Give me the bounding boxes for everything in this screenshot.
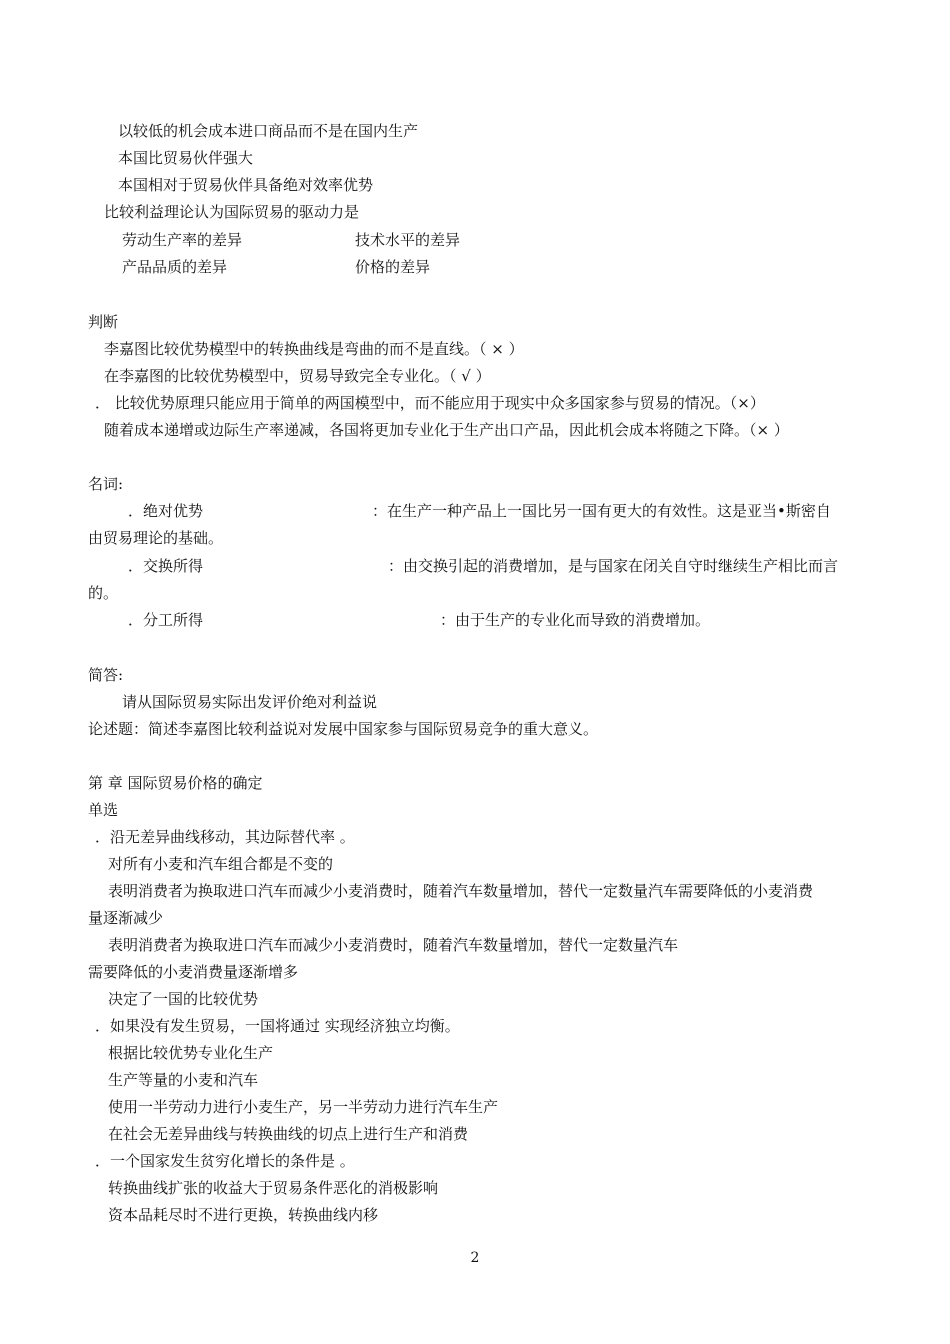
term-definition: ：由交换引起的消费增加，是与国家在闭关自守时继续生产相比而言 bbox=[388, 557, 839, 575]
option-line: 以较低的机会成本进口商品而不是在国内生产 bbox=[118, 122, 419, 140]
term-label: ．分工所得 bbox=[128, 611, 204, 629]
option-line: 需要降低的小麦消费量逐渐增多 bbox=[88, 963, 299, 981]
section-heading-single-choice: 单选 bbox=[88, 801, 119, 819]
option-line: 劳动生产率的差异 bbox=[122, 231, 243, 249]
section-heading-terms: 名词: bbox=[88, 475, 124, 493]
question-line: 随着成本递增或边际生产率递减，各国将更加专业化于生产出口产品，因此机会成本将随之下降。（× ） bbox=[104, 421, 789, 439]
term-definition: ：由于生产的专业化而导致的消费增加。 bbox=[440, 611, 711, 629]
question-line: 在李嘉图的比较优势模型中，贸易导致完全专业化。（ √ ） bbox=[104, 367, 491, 385]
option-line: 转换曲线扩张的收益大于贸易条件恶化的消极影响 bbox=[108, 1179, 439, 1197]
page-number: 2 bbox=[470, 1250, 480, 1266]
option-line: 表明消费者为换取进口汽车而减少小麦消费时，随着汽车数量增加，替代一定数量汽车需要降低的小麦消费 bbox=[108, 882, 814, 900]
option-line: 表明消费者为换取进口汽车而减少小麦消费时，随着汽车数量增加，替代一定数量汽车 bbox=[108, 936, 679, 954]
option-line: 使用一半劳动力进行小麦生产，另一半劳动力进行汽车生产 bbox=[108, 1098, 499, 1116]
option-line: 生产等量的小麦和汽车 bbox=[108, 1071, 259, 1089]
question-line: 比较利益理论认为国际贸易的驱动力是 bbox=[104, 203, 360, 221]
question-line: ．如果没有发生贸易，一国将通过 实现经济独立均衡。 bbox=[95, 1017, 460, 1035]
option-line: 根据比较优势专业化生产 bbox=[108, 1044, 274, 1062]
chapter-title: 第 章 国际贸易价格的确定 bbox=[88, 774, 263, 792]
option-line: 量逐渐减少 bbox=[88, 909, 164, 927]
option-line: 技术水平的差异 bbox=[355, 231, 461, 249]
essay-question: 论述题：简述李嘉图比较利益说对发展中国家参与国际贸易竞争的重大意义。 bbox=[88, 720, 599, 738]
term-label: ．绝对优势 bbox=[128, 502, 204, 520]
option-line: 对所有小麦和汽车组合都是不变的 bbox=[108, 855, 334, 873]
section-heading-judge: 判断 bbox=[88, 313, 119, 331]
option-line: 本国比贸易伙伴强大 bbox=[118, 149, 254, 167]
option-line: 价格的差异 bbox=[355, 258, 431, 276]
option-line: 产品品质的差异 bbox=[122, 258, 228, 276]
option-line: 在社会无差异曲线与转换曲线的切点上进行生产和消费 bbox=[108, 1125, 469, 1143]
term-definition: 的。 bbox=[88, 584, 119, 602]
section-heading-short-answer: 简答: bbox=[88, 666, 124, 684]
option-line: 本国相对于贸易伙伴具备绝对效率优势 bbox=[118, 176, 374, 194]
term-label: ．交换所得 bbox=[128, 557, 204, 575]
option-line: 资本品耗尽时不进行更换，转换曲线内移 bbox=[108, 1206, 379, 1224]
option-line: 决定了一国的比较优势 bbox=[108, 990, 259, 1008]
question-line: ． 比较优势原理只能应用于简单的两国模型中，而不能应用于现实中众多国家参与贸易的情况。（×） bbox=[95, 394, 765, 412]
question-line: 请从国际贸易实际出发评价绝对利益说 bbox=[122, 693, 378, 711]
term-definition: 由贸易理论的基础。 bbox=[88, 529, 224, 547]
term-definition: ：在生产一种产品上一国比另一国有更大的有效性。这是亚当•斯密自 bbox=[372, 502, 831, 520]
question-line: ．沿无差异曲线移动，其边际替代率 。 bbox=[95, 828, 355, 846]
question-line: ．一个国家发生贫穷化增长的条件是 。 bbox=[95, 1152, 355, 1170]
question-line: 李嘉图比较优势模型中的转换曲线是弯曲的而不是直线。（ × ） bbox=[104, 340, 524, 358]
